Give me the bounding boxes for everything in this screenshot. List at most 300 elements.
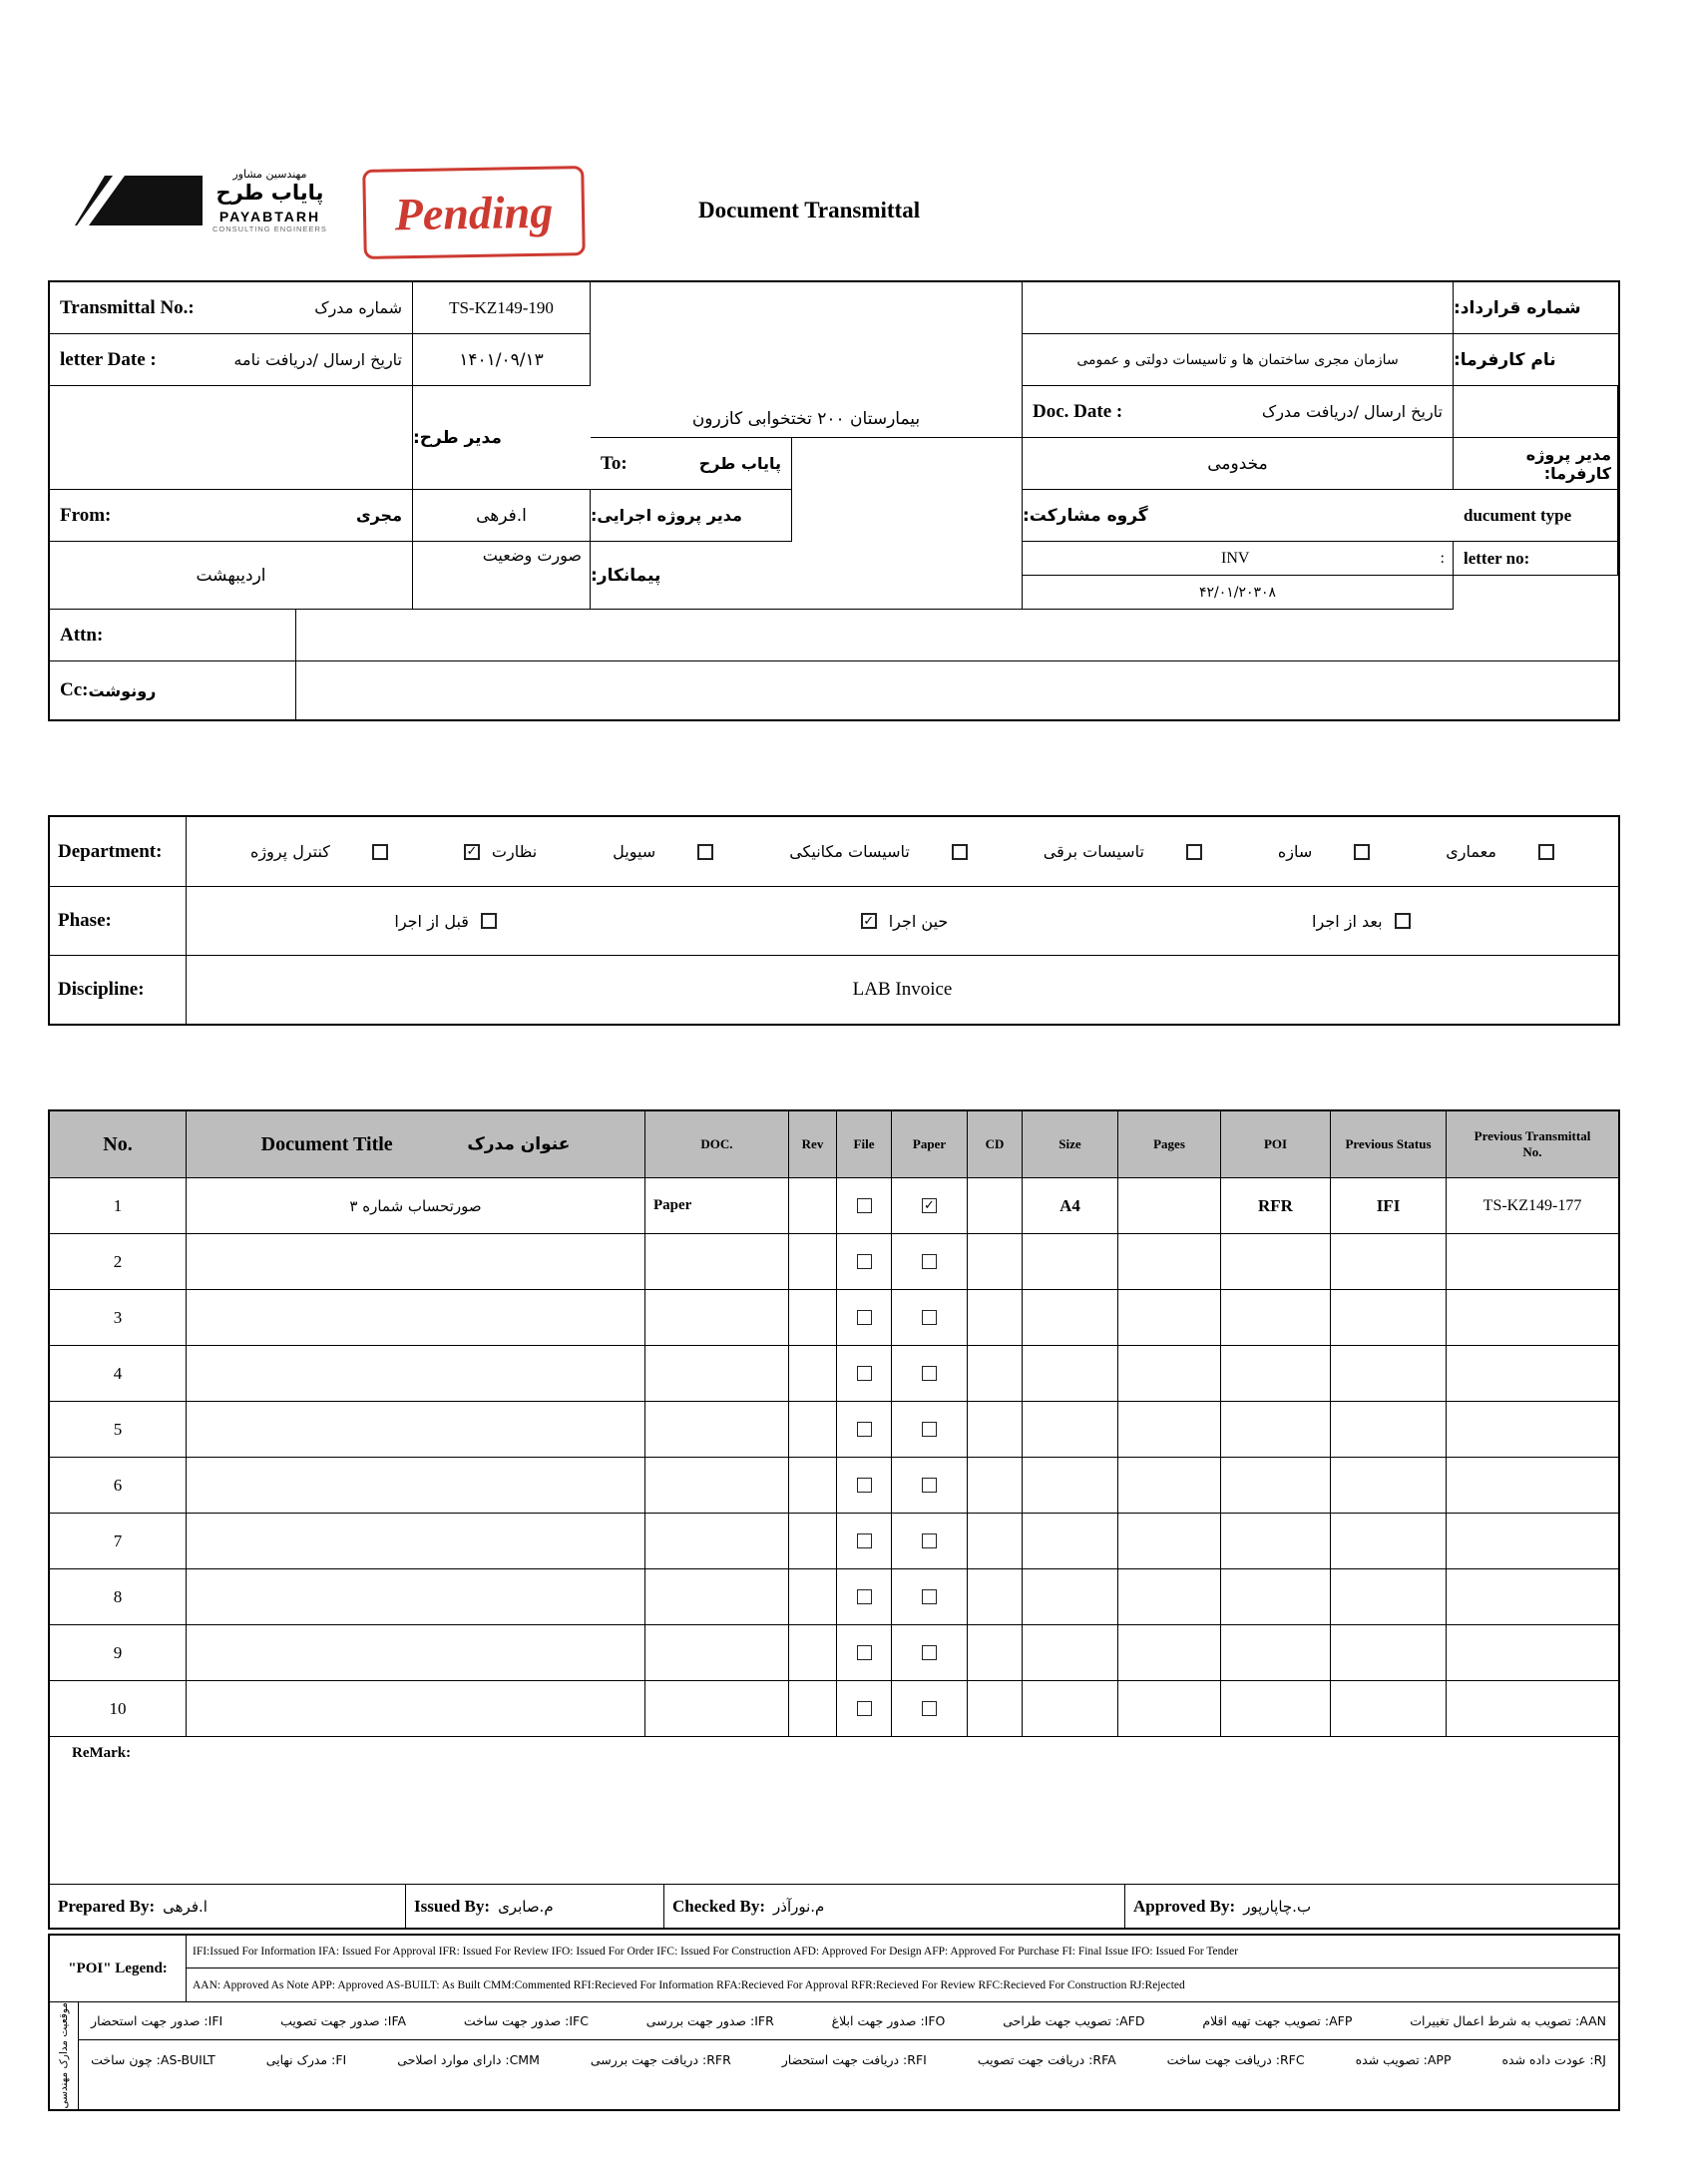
paper-checkbox[interactable]: [922, 1310, 937, 1325]
department-row: [50, 817, 1618, 886]
document-type-value: INV: [1221, 549, 1250, 567]
row-title: [187, 1568, 645, 1624]
phase-checkbox-before[interactable]: [481, 913, 497, 929]
row-no: 2: [50, 1233, 187, 1289]
page-title: Document Transmittal: [698, 198, 921, 222]
poi-legend-line-2: AAN: Approved As Note APP: Approved AS-BUILT: As Built CMM:Commented RFI:Recieved For Information RFA:Recieved For Approval RFR:Recieved For Review RFC:Recieved For Construction RJ:Rejected: [193, 1978, 1185, 1991]
row-rev: [789, 1289, 837, 1345]
row-pages: [1118, 1289, 1221, 1345]
fa-legend-item: RFR: دریافت جهت بررسی: [590, 2051, 731, 2067]
row-paper-cell: [892, 1345, 968, 1401]
row-file-cell: [837, 1457, 892, 1513]
row-prev-transmittal: [1447, 1233, 1618, 1289]
attn-label: Attn:: [60, 624, 104, 646]
row-paper-cell: [892, 1680, 968, 1736]
row-size: [1023, 1233, 1118, 1289]
row-pages: [1118, 1177, 1221, 1233]
fa-legend-item: IFO: صدور جهت ابلاغ: [831, 2013, 946, 2028]
row-size: [1023, 1401, 1118, 1457]
col-pages-header: Pages: [1118, 1111, 1221, 1177]
row-doc: [645, 1513, 789, 1568]
row-paper-cell: [892, 1513, 968, 1568]
row-prev-status: [1331, 1345, 1447, 1401]
department-label: Department:: [50, 817, 187, 886]
fa-legend-item: IFA: صدور جهت تصویب: [280, 2013, 407, 2028]
row-no: 7: [50, 1513, 187, 1568]
partnership-label: گروه مشارکت:: [1023, 490, 1454, 542]
approved-by-name: ب.چاپارپور: [1243, 1897, 1312, 1916]
row-prev-transmittal: [1447, 1457, 1618, 1513]
row-pages: [1118, 1680, 1221, 1736]
fa-legend-item: RJ: عودت داده شده: [1501, 2051, 1606, 2067]
row-paper-cell: [892, 1177, 968, 1233]
classification-table: [48, 815, 1620, 1026]
row-title: [187, 1345, 645, 1401]
table-row-2: [50, 1233, 1618, 1289]
row-size: [1023, 1680, 1118, 1736]
letter-date-value: ۱۴۰۱/۰۹/۱۳: [413, 334, 591, 386]
table-row-3: [50, 1289, 1618, 1345]
design-manager-label: مدیر طرح:: [413, 386, 591, 490]
file-checkbox[interactable]: [857, 1645, 872, 1660]
document-type-label-cell: [1454, 490, 1618, 542]
dept-item-civil: [613, 842, 713, 861]
phase-checkbox-during[interactable]: ✓: [861, 913, 877, 929]
issued-by-cell: [406, 1885, 664, 1928]
row-prev-transmittal: [1447, 1345, 1618, 1401]
fa-legend-item: AS-BUILT: چون ساخت: [91, 2051, 215, 2067]
row-prev-status: [1331, 1624, 1447, 1680]
dept-label: نظارت: [491, 842, 538, 861]
row-rev: [789, 1457, 837, 1513]
row-title: [187, 1289, 645, 1345]
row-file-cell: [837, 1568, 892, 1624]
table-row-9: [50, 1624, 1618, 1680]
row-title: [187, 1233, 645, 1289]
dept-checkbox-architecture[interactable]: [1538, 844, 1554, 860]
letter-date-label-en: letter Date :: [60, 348, 157, 370]
pm-empty-cell: [792, 438, 1023, 610]
dept-item-supervision: [464, 842, 537, 861]
row-title: [187, 1457, 645, 1513]
paper-checkbox[interactable]: [922, 1422, 937, 1437]
dept-item-mechanical: [789, 842, 968, 861]
row-cd: [968, 1513, 1023, 1568]
table-row-1: [50, 1177, 1618, 1233]
row-size: [1023, 1513, 1118, 1568]
row-file-cell: [837, 1345, 892, 1401]
fa-legend-item: IFR: صدور جهت بررسی: [645, 2013, 774, 2028]
row-doc: [645, 1401, 789, 1457]
letter-no-label-en: letter no:: [1464, 548, 1530, 568]
fa-legend-item: FI: مدرک نهایی: [265, 2051, 347, 2067]
logo-fa-tagline: مهندسین مشاور: [232, 168, 307, 181]
row-doc: [645, 1345, 789, 1401]
checked-by-name: م.نورآذر: [773, 1897, 825, 1916]
row-poi: [1221, 1345, 1331, 1401]
document-type-label-en: ducument type: [1464, 505, 1572, 525]
row-rev: [789, 1513, 837, 1568]
phase-item-during: [861, 912, 949, 931]
phase-item-before: [394, 912, 497, 931]
to-value: مخدومی: [1023, 438, 1454, 490]
col-title-header: [187, 1111, 645, 1177]
row-no: 4: [50, 1345, 187, 1401]
row-doc: Paper: [645, 1177, 789, 1233]
row-prev-status: [1331, 1457, 1447, 1513]
approved-by-label: Approved By:: [1133, 1896, 1236, 1916]
col-no-header: No.: [50, 1111, 187, 1177]
col-rev-header: Rev: [789, 1111, 837, 1177]
col-title-header-en: Document Title: [260, 1132, 393, 1155]
row-prev-status: [1331, 1680, 1447, 1736]
dept-checkbox-structure[interactable]: [1354, 844, 1370, 860]
row-rev: [789, 1233, 837, 1289]
row-size: [1023, 1624, 1118, 1680]
design-manager-value: [50, 386, 413, 490]
poi-legend-line-1: IFI:Issued For Information IFA: Issued For Approval IFR: Issued For Review IFO: Issued For Order IFC: Issued For Construction AFD: Approved For Design AFP: Approved For Purchase FI: Final Issue IFO: Issued For Tender: [187, 1936, 1618, 1968]
legend-section: [48, 1934, 1620, 2111]
dept-checkbox-supervision[interactable]: ✓: [464, 844, 480, 860]
dept-item-structure: [1278, 842, 1370, 861]
fa-legend-item: RFI: دریافت جهت استحضار: [781, 2051, 927, 2067]
row-title: [187, 1513, 645, 1568]
row-cd: [968, 1457, 1023, 1513]
engineering-doc-status-label: موقعیت مدارک مهندسی: [58, 2002, 70, 2109]
row-size: A4: [1023, 1177, 1118, 1233]
row-cd: [968, 1401, 1023, 1457]
dept-checkbox-project-control[interactable]: [372, 844, 388, 860]
row-paper-cell: [892, 1568, 968, 1624]
row-pages: [1118, 1568, 1221, 1624]
row-rev: [789, 1177, 837, 1233]
row-poi: [1221, 1624, 1331, 1680]
dept-label: کنترل پروژه: [249, 842, 330, 861]
phase-label-fa: قبل از اجرا: [394, 911, 469, 931]
row-prev-transmittal: [1447, 1568, 1618, 1624]
from-label-en: From:: [60, 504, 112, 526]
to-label-cell: [591, 438, 792, 490]
company-logo: [75, 168, 327, 241]
dept-item-architecture: [1446, 842, 1554, 861]
row-poi: [1221, 1568, 1331, 1624]
doc-date-label-fa: تاریخ ارسال /دریافت مدرک: [1261, 402, 1443, 421]
cc-row: [50, 661, 1618, 719]
file-checkbox[interactable]: [857, 1478, 872, 1493]
row-paper-cell: [892, 1233, 968, 1289]
col-file-header: File: [837, 1111, 892, 1177]
row-no: 3: [50, 1289, 187, 1345]
col-size-header: Size: [1023, 1111, 1118, 1177]
table-row-6: [50, 1457, 1618, 1513]
client-name-value: سازمان مجری ساختمان ها و تاسیسات دولتی و عمومی: [1023, 334, 1454, 386]
dept-label: معماری: [1446, 842, 1496, 861]
transmittal-no-value: TS-KZ149-190: [413, 282, 591, 334]
file-checkbox[interactable]: [857, 1310, 872, 1325]
fa-legend-item: AFP: تصویب جهت تهیه اقلام: [1202, 2013, 1353, 2028]
row-pages: [1118, 1457, 1221, 1513]
row-pages: [1118, 1401, 1221, 1457]
approved-by-cell: [1125, 1885, 1618, 1928]
row-cd: [968, 1177, 1023, 1233]
phase-label-fa: بعد از اجرا: [1312, 911, 1383, 931]
letter-date-label-cell: [50, 334, 413, 386]
signature-row: [50, 1884, 1618, 1928]
row-rev: [789, 1624, 837, 1680]
doc-table-header: [50, 1111, 1618, 1177]
row-no: 10: [50, 1680, 187, 1736]
prepared-by-cell: [50, 1885, 406, 1928]
row-doc: [645, 1289, 789, 1345]
table-row-4: [50, 1345, 1618, 1401]
fa-legend-item: IFI: صدور جهت استحضار: [91, 2013, 223, 2028]
row-doc: [645, 1624, 789, 1680]
row-rev: [789, 1345, 837, 1401]
paper-checkbox[interactable]: [922, 1366, 937, 1381]
poi-legend: [50, 1936, 1618, 2002]
row-size: [1023, 1568, 1118, 1624]
from-label-cell: [50, 490, 413, 542]
logo-en-name: PAYABTARH: [218, 209, 321, 224]
phase-checkbox-after[interactable]: [1395, 913, 1411, 929]
transmittal-no-label-fa: شماره مدرک: [314, 298, 402, 317]
cc-label-fa: رونوشت: [88, 680, 157, 700]
row-size: [1023, 1345, 1118, 1401]
fa-legend-item: APP: تصویب شده: [1355, 2051, 1452, 2067]
row-file-cell: [837, 1289, 892, 1345]
cc-label-en: Cc:: [60, 679, 89, 700]
row-file-cell: [837, 1233, 892, 1289]
table-row-7: [50, 1513, 1618, 1568]
file-checkbox[interactable]: [857, 1533, 872, 1548]
paper-checkbox[interactable]: [922, 1701, 937, 1716]
client-org-spacer-r1: [1023, 282, 1454, 334]
row-prev-status: [1331, 1568, 1447, 1624]
phase-row: [50, 886, 1618, 955]
phase-label: Phase:: [50, 887, 187, 955]
row-no: 6: [50, 1457, 187, 1513]
row-rev: [789, 1680, 837, 1736]
row-prev-transmittal: [1447, 1680, 1618, 1736]
row-prev-status: [1331, 1513, 1447, 1568]
fa-legend-item: RFC: دریافت جهت ساخت: [1166, 2051, 1305, 2067]
fa-legend-line-2: [79, 2040, 1618, 2078]
checked-by-cell: [664, 1885, 1125, 1928]
paper-checkbox[interactable]: [922, 1589, 937, 1604]
col-poi-header: POI: [1221, 1111, 1331, 1177]
row-title: [187, 1624, 645, 1680]
pending-stamp: Pending: [362, 166, 586, 259]
client-pm-label: مدیر پروژه کارفرما:: [1454, 438, 1618, 490]
dept-checkbox-civil[interactable]: [697, 844, 713, 860]
dept-item-project-control: [250, 842, 388, 861]
row-paper-cell: [892, 1624, 968, 1680]
executive-pm-label: مدیر پروژه اجرایی:: [591, 490, 792, 542]
row-poi: [1221, 1513, 1331, 1568]
row-prev-transmittal: [1447, 1401, 1618, 1457]
row-no: 8: [50, 1568, 187, 1624]
row-prev-status: [1331, 1401, 1447, 1457]
row-cd: [968, 1233, 1023, 1289]
row-prev-transmittal: [1447, 1624, 1618, 1680]
row-size: [1023, 1289, 1118, 1345]
table-row-8: [50, 1568, 1618, 1624]
row-title: [187, 1401, 645, 1457]
dept-label: سازه: [1277, 842, 1313, 861]
attn-label-cell: [50, 610, 296, 660]
row-file-cell: [837, 1177, 892, 1233]
fa-legend-item: CMM: دارای موارد اصلاحی: [397, 2051, 540, 2067]
discipline-label: Discipline:: [50, 956, 187, 1024]
cc-value: [296, 661, 1618, 719]
dept-checkbox-electrical[interactable]: [1186, 844, 1202, 860]
file-checkbox[interactable]: [857, 1254, 872, 1269]
cc-label-cell: [50, 661, 296, 719]
fa-legend-line-1: [79, 2002, 1618, 2040]
file-checkbox[interactable]: [857, 1422, 872, 1437]
row-file-cell: [837, 1680, 892, 1736]
row-doc: [645, 1233, 789, 1289]
file-checkbox[interactable]: [857, 1198, 872, 1213]
project-name: بیمارستان ۲۰۰ تختخوابی کازرون: [591, 282, 1023, 438]
col-title-header-fa: عنوان مدرک: [467, 1134, 571, 1154]
row-rev: [789, 1568, 837, 1624]
paper-checkbox[interactable]: [922, 1254, 937, 1269]
phase-item-after: [1312, 912, 1411, 931]
file-checkbox[interactable]: [857, 1701, 872, 1716]
paper-checkbox[interactable]: [922, 1645, 937, 1660]
row-title: [187, 1680, 645, 1736]
col-doc-header: DOC.: [645, 1111, 789, 1177]
row-pages: [1118, 1624, 1221, 1680]
row-prev-transmittal: TS-KZ149-177: [1447, 1177, 1618, 1233]
row-doc: [645, 1680, 789, 1736]
row-poi: [1221, 1289, 1331, 1345]
remark-label: ReMark:: [72, 1745, 132, 1761]
col-paper-header: Paper: [892, 1111, 968, 1177]
row-poi: [1221, 1233, 1331, 1289]
checked-by-label: Checked By:: [672, 1896, 766, 1916]
from-label-fa: مجری: [355, 506, 402, 525]
phase-label-fa: حین اجرا: [888, 911, 949, 931]
document-type-value-cell: [1023, 542, 1454, 576]
contract-no-label: شماره قرارداد:: [1454, 282, 1618, 334]
row-poi: [1221, 1457, 1331, 1513]
remark-box: [50, 1736, 1618, 1884]
dept-label: تاسیسات مکانیکی: [789, 842, 910, 861]
row-cd: [968, 1568, 1023, 1624]
issued-by-name: م.صابری: [498, 1897, 554, 1916]
row-pages: [1118, 1345, 1221, 1401]
row-file-cell: [837, 1401, 892, 1457]
status-report-label: صورت وضعیت: [413, 542, 591, 610]
attn-value: [296, 610, 1618, 660]
col-prev-status-header: Previous Status: [1331, 1111, 1447, 1177]
row-poi: [1221, 1680, 1331, 1736]
engineering-doc-status-label-cell: [50, 2002, 79, 2109]
from-value: ا.فرهی: [413, 490, 591, 542]
letter-date-label-fa: تاریخ ارسال /دریافت نامه: [233, 350, 402, 369]
document-type-colon: :: [1440, 549, 1445, 567]
logo-mark: [75, 168, 203, 241]
row-no: 5: [50, 1401, 187, 1457]
row-poi: [1221, 1401, 1331, 1457]
fa-legend-item: AAN: تصویب به شرط اعمال تغییرات: [1410, 2013, 1606, 2028]
col-cd-header: CD: [968, 1111, 1023, 1177]
row-file-cell: [837, 1624, 892, 1680]
row-cd: [968, 1624, 1023, 1680]
row-prev-transmittal: [1447, 1513, 1618, 1568]
file-checkbox[interactable]: [857, 1366, 872, 1381]
to-label-fa: پایاب طرح: [698, 454, 781, 473]
transmittal-info-table: [48, 280, 1620, 721]
logo-fa-name: پایاب طرح: [215, 181, 324, 205]
dept-checkbox-mechanical[interactable]: [952, 844, 968, 860]
dept-item-electrical: [1044, 842, 1202, 861]
doc-date-label-en: Doc. Date :: [1033, 400, 1123, 422]
row-no: 1: [50, 1177, 187, 1233]
row-cd: [968, 1680, 1023, 1736]
fa-legend-item: AFD: تصویب جهت طراحی: [1003, 2013, 1145, 2028]
discipline-row: [50, 955, 1618, 1024]
client-name-label: نام کارفرما:: [1454, 334, 1618, 386]
letter-no-label-cell: [1454, 542, 1618, 576]
row-paper-cell: [892, 1457, 968, 1513]
paper-checkbox[interactable]: [922, 1478, 937, 1493]
doc-date-value: [1454, 386, 1618, 438]
row-size: [1023, 1457, 1118, 1513]
transmittal-no-label-en: Transmittal No.:: [60, 296, 195, 318]
to-label-en: To:: [601, 452, 628, 474]
row-doc: [645, 1457, 789, 1513]
row-doc: [645, 1568, 789, 1624]
doc-date-label-cell: [1023, 386, 1454, 438]
transmittal-no-label-cell: [50, 282, 413, 334]
contractor-value: اردیبهشت: [50, 542, 413, 610]
paper-checkbox[interactable]: ✓: [922, 1198, 937, 1213]
document-list-table: [48, 1109, 1620, 1930]
row-prev-status: IFI: [1331, 1177, 1447, 1233]
paper-checkbox[interactable]: [922, 1533, 937, 1548]
row-pages: [1118, 1233, 1221, 1289]
fa-legend-item: IFC: صدور جهت ساخت: [463, 2013, 589, 2028]
attn-row: [50, 610, 1618, 661]
fa-legend: [50, 2002, 1618, 2109]
issued-by-label: Issued By:: [414, 1896, 491, 1916]
row-cd: [968, 1345, 1023, 1401]
fa-legend-item: RFA: دریافت جهت تصویب: [977, 2051, 1116, 2067]
row-no: 9: [50, 1624, 187, 1680]
row-prev-status: [1331, 1233, 1447, 1289]
contractor-label: پیمانکار:: [591, 542, 792, 610]
table-row-10: [50, 1680, 1618, 1736]
row-prev-status: [1331, 1289, 1447, 1345]
table-row-5: [50, 1401, 1618, 1457]
row-poi: RFR: [1221, 1177, 1331, 1233]
dept-label: سیویل: [613, 842, 656, 861]
row-pages: [1118, 1513, 1221, 1568]
col-prev-transmittal-header: Previous Transmittal No.: [1474, 1128, 1591, 1159]
row-cd: [968, 1289, 1023, 1345]
prepared-by-name: ا.فرهی: [163, 1897, 208, 1916]
row-rev: [789, 1401, 837, 1457]
letter-no-value: ۴۲/۰۱/۲۰۳۰۸: [1023, 576, 1454, 610]
row-file-cell: [837, 1513, 892, 1568]
dept-label: تاسیسات برقی: [1043, 842, 1144, 861]
row-paper-cell: [892, 1289, 968, 1345]
file-checkbox[interactable]: [857, 1589, 872, 1604]
row-prev-transmittal: [1447, 1289, 1618, 1345]
